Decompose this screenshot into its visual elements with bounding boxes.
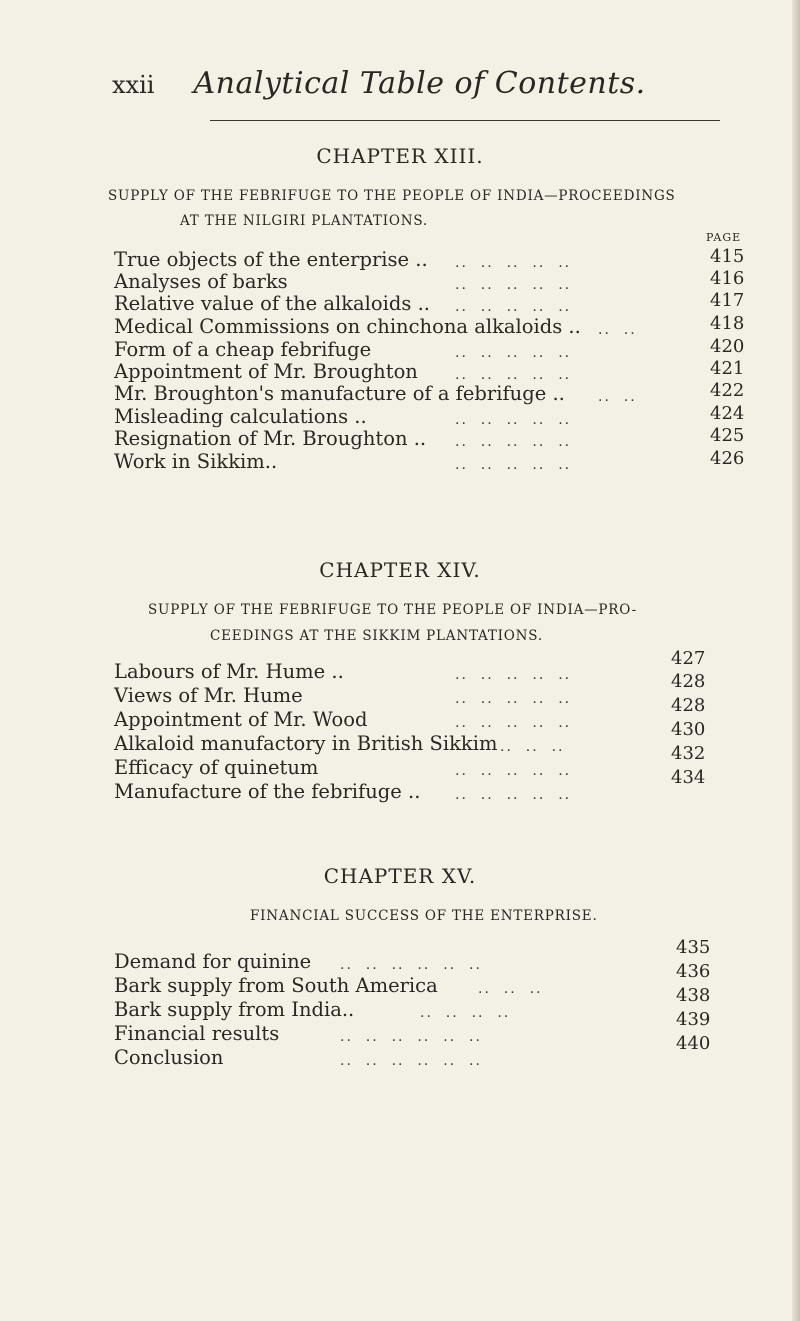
page-number: 420 [710, 336, 745, 357]
page-column-label: PAGE [706, 231, 742, 244]
list-item: Resignation of Mr. Broughton .. [114, 427, 427, 450]
chapter-subtitle: CEEDINGS AT THE SIKKIM PLANTATIONS. [210, 628, 543, 644]
dot-leader: .. .. .. .. .. [455, 457, 572, 473]
list-item: Views of Mr. Hume [114, 684, 303, 707]
chapter-title: CHAPTER XV. [323, 864, 477, 888]
dot-leader: .. .. .. .. .. [455, 255, 572, 271]
page-number: 430 [671, 719, 706, 740]
list-item: Form of a cheap febrifuge [114, 338, 372, 361]
dot-leader: .. .. .. .. .. [455, 787, 572, 803]
dot-leader: .. .. [598, 322, 637, 338]
page-number: 425 [710, 425, 745, 446]
dot-leader: .. .. .. .. .. [455, 299, 572, 315]
list-item: True objects of the enterprise .. [114, 248, 428, 271]
page-number: 434 [671, 767, 706, 788]
list-item: Alkaloid manufactory in British Sikkim [114, 732, 498, 755]
page-number: 422 [710, 380, 745, 401]
page-number: 439 [676, 1009, 711, 1030]
list-item: Bark supply from India.. [114, 998, 355, 1021]
page-number: 418 [710, 313, 745, 334]
page-number: 417 [710, 290, 745, 311]
dot-leader: .. .. .. .. .. [455, 715, 572, 731]
list-item: Bark supply from South America [114, 974, 438, 997]
page-number: 427 [671, 648, 706, 669]
list-item: Mr. Broughton's manufacture of a febrifuge .. [114, 382, 565, 405]
page-number: 415 [710, 246, 745, 267]
list-item: Misleading calculations .. [114, 405, 367, 428]
dot-leader: .. .. [598, 389, 637, 405]
list-item: Appointment of Mr. Broughton [114, 360, 418, 383]
dot-leader: .. .. .. .. [420, 1005, 511, 1021]
page-number: 421 [710, 358, 745, 379]
page-number: 424 [710, 403, 745, 424]
dot-leader: .. .. .. .. .. .. [340, 1029, 482, 1045]
list-item: Demand for quinine [114, 950, 312, 973]
list-item: Labours of Mr. Hume .. [114, 660, 344, 683]
chapter-subtitle: AT THE NILGIRI PLANTATIONS. [180, 213, 429, 229]
chapter-subtitle: SUPPLY OF THE FEBRIFUGE TO THE PEOPLE OF INDIA—PRO- [148, 602, 637, 618]
list-item: Manufacture of the febrifuge .. [114, 780, 421, 803]
dot-leader: .. .. .. [500, 739, 565, 755]
page-number: 432 [671, 743, 706, 764]
running-head-title: Analytical Table of Contents. [193, 66, 646, 101]
page-number: 428 [671, 695, 706, 716]
list-item: Medical Commissions on chinchona alkaloids .. [114, 315, 581, 338]
page-number: 416 [710, 268, 745, 289]
page-number: 440 [676, 1033, 711, 1054]
dot-leader: .. .. .. .. .. .. [340, 1053, 482, 1069]
dot-leader: .. .. .. .. .. [455, 691, 572, 707]
chapter-title: CHAPTER XIV. [319, 558, 481, 582]
list-item: Appointment of Mr. Wood [114, 708, 368, 731]
list-item: Conclusion [114, 1046, 224, 1069]
list-item: Analyses of barks [114, 270, 288, 293]
header-rule [210, 120, 720, 121]
dot-leader: .. .. .. .. .. [455, 667, 572, 683]
page-number-roman: xxii [112, 71, 155, 99]
page-number: 436 [676, 961, 711, 982]
dot-leader: .. .. .. .. .. [455, 277, 572, 293]
chapter-subtitle: FINANCIAL SUCCESS OF THE ENTERPRISE. [250, 908, 598, 924]
list-item: Efficacy of quinetum [114, 756, 319, 779]
page-number: 428 [671, 671, 706, 692]
dot-leader: .. .. .. [478, 981, 543, 997]
chapter-subtitle: SUPPLY OF THE FEBRIFUGE TO THE PEOPLE OF INDIA—PROCEEDINGS [108, 188, 676, 204]
running-head [112, 66, 646, 101]
dot-leader: .. .. .. .. .. [455, 367, 572, 383]
chapter-title: CHAPTER XIII. [316, 144, 484, 168]
page-number: 426 [710, 448, 745, 469]
list-item: Financial results [114, 1022, 280, 1045]
page-number: 435 [676, 937, 711, 958]
page-number: 438 [676, 985, 711, 1006]
dot-leader: .. .. .. .. .. [455, 412, 572, 428]
page-edge-shadow [792, 0, 800, 1321]
dot-leader: .. .. .. .. .. .. [340, 957, 482, 973]
list-item: Relative value of the alkaloids .. [114, 292, 430, 315]
dot-leader: .. .. .. .. .. [455, 763, 572, 779]
dot-leader: .. .. .. .. .. [455, 345, 572, 361]
dot-leader: .. .. .. .. .. [455, 434, 572, 450]
list-item: Work in Sikkim.. [114, 450, 278, 473]
